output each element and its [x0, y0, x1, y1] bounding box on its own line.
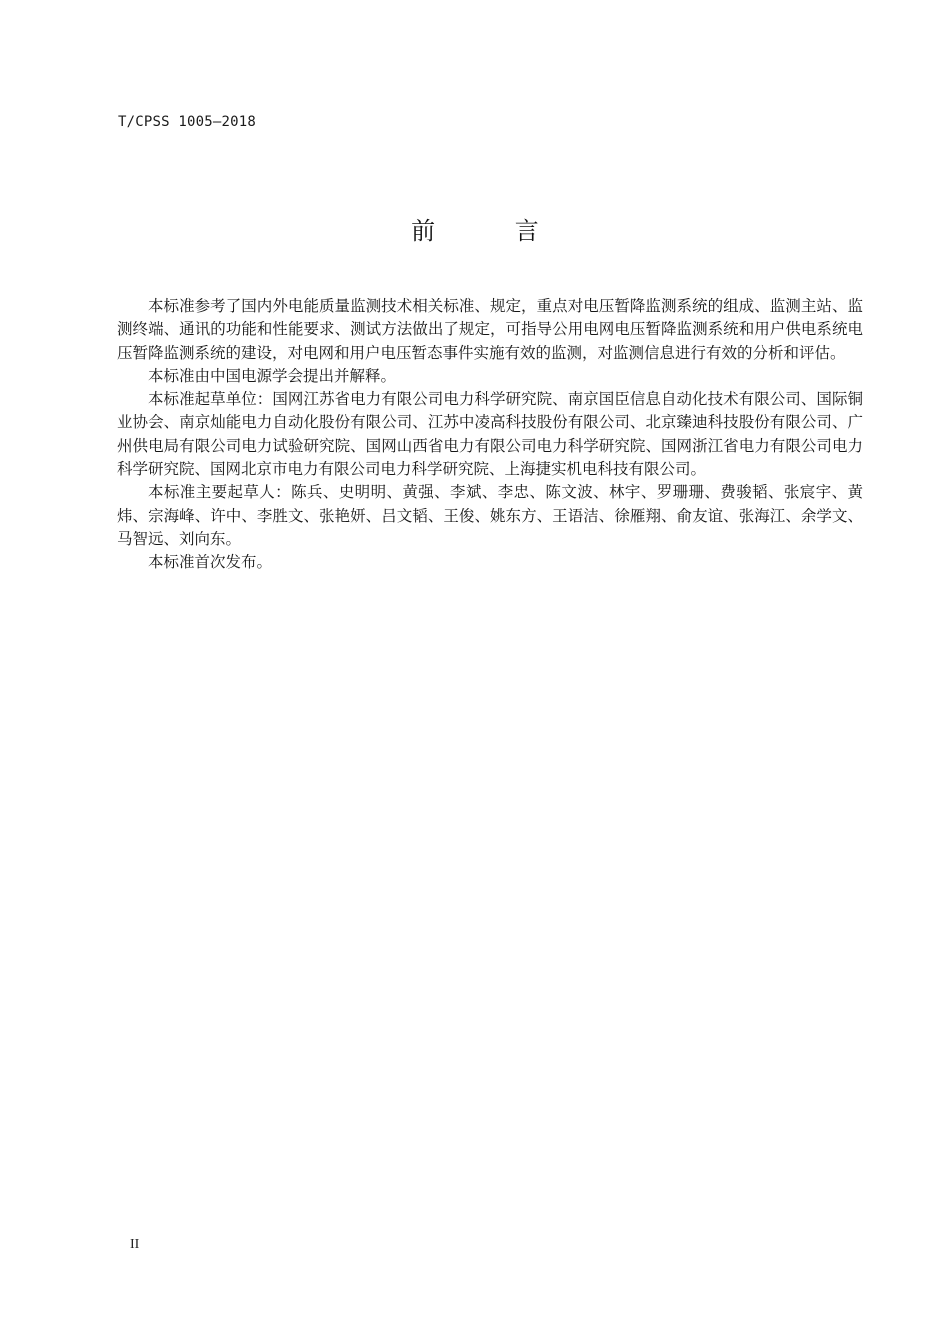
paragraph-scope: 本标准参考了国内外电能质量监测技术相关标准、规定，重点对电压暂降监测系统的组成、监测主站、监测终端、通讯的功能和性能要求、测试方法做出了规定，可指导公用电网电压暂降监测系统和用户供电系统电压暂降监测系统的建设，对电网和用户电压暂态事件实施有效的监测，对监测信息进行有效的分析和评估。	[117, 297, 863, 362]
foreword-body	[117, 295, 863, 575]
paragraph-drafting-units: 本标准起草单位：国网江苏省电力有限公司电力科学研究院、南京国臣信息自动化技术有限公司、国际铜业协会、南京灿能电力自动化股份有限公司、江苏中凌高科技股份有限公司、北京臻迪科技股份有限公司、广州供电局有限公司电力试验研究院、国网山西省电力有限公司电力科学研究院、国网浙江省电力有限公司电力科学研究院、国网北京市电力有限公司电力科学研究院、上海捷实机电科技有限公司。	[117, 390, 863, 479]
paragraph-drafters: 本标准主要起草人：陈兵、史明明、黄强、李斌、李忠、陈文波、林宇、罗珊珊、费骏韬、张宸宇、黄炜、宗海峰、许中、李胜文、张艳妍、吕文韬、王俊、姚东方、王语洁、徐雁翔、俞友谊、张海江、余学文、马智远、刘向东。	[117, 483, 863, 548]
paragraph-first-release: 本标准首次发布。	[148, 553, 273, 572]
page-title: 前 言	[411, 217, 575, 245]
paragraph-proposer: 本标准由中国电源学会提出并解释。	[148, 366, 397, 385]
document-number: T/CPSS 1005—2018	[118, 114, 257, 130]
page-number: II	[130, 1237, 140, 1252]
